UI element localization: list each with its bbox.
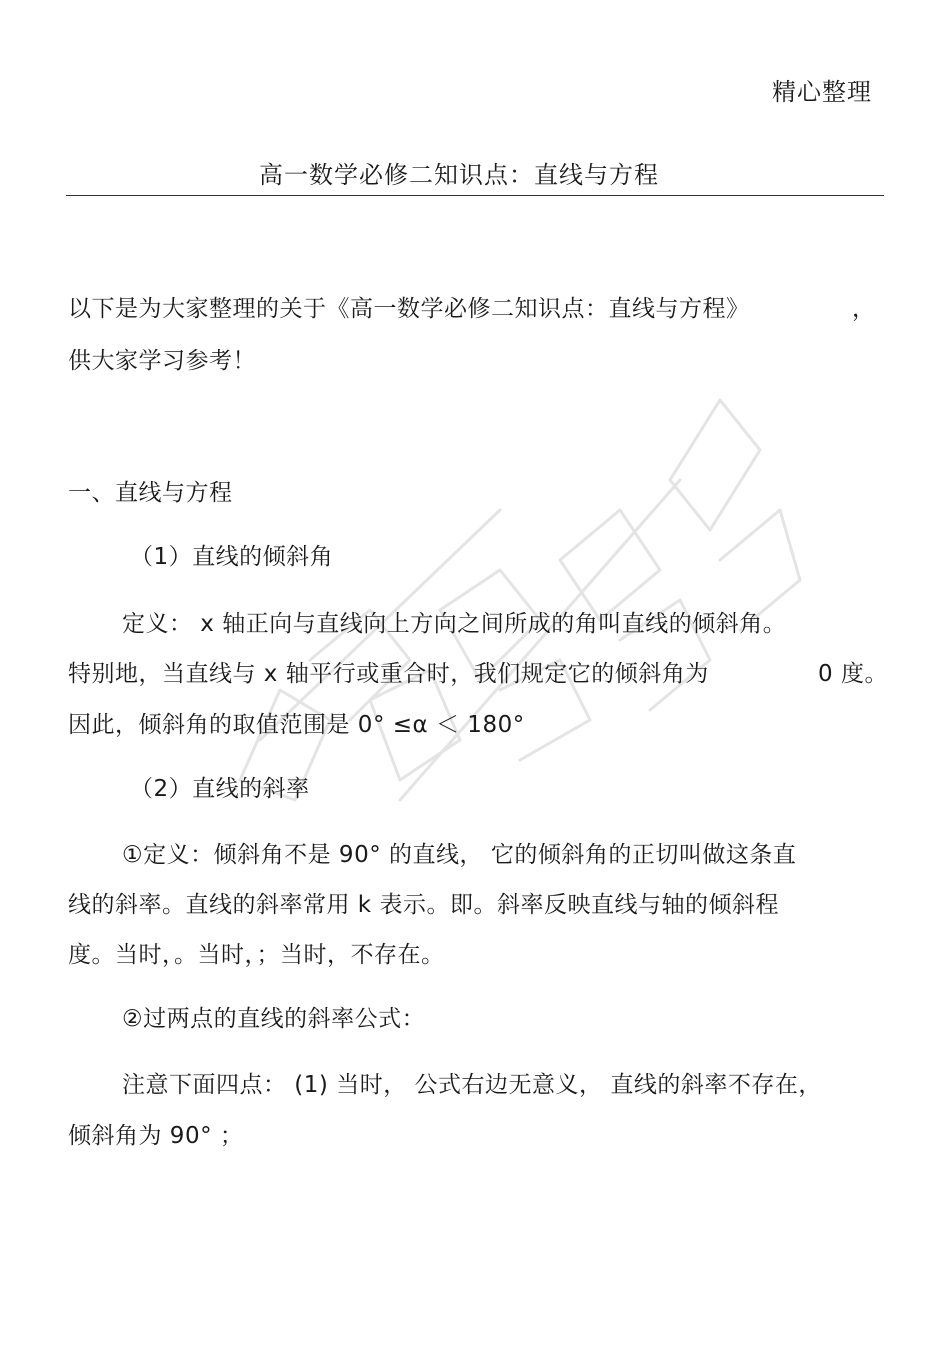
paragraph-notes-2: 倾斜角为 90° ； bbox=[68, 1123, 244, 1149]
intro-line-2: 供大家学习参考！ bbox=[68, 348, 256, 374]
intro-line-1-end: ， bbox=[852, 296, 876, 322]
paragraph-notes-1: 注意下面四点： (1) 当时， 公式右边无意义， 直线的斜率不存在， bbox=[122, 1072, 822, 1098]
intro-line-1: 以下是为大家整理的关于《高一数学必修二知识点：直线与方程》 bbox=[68, 296, 750, 322]
watermark-logo bbox=[200, 360, 820, 840]
paragraph-definition: 定义： x 轴正向与直线向上方向之间所成的角叫直线的倾斜角。 bbox=[122, 611, 787, 637]
paragraph-special-case: 特别地，当直线与 x 轴平行或重合时，我们规定它的倾斜角为 bbox=[68, 661, 709, 687]
paragraph-slope-def-2: 线的斜率。直线的斜率常用 k 表示。即。斜率反映直线与轴的倾斜程 bbox=[68, 892, 779, 918]
paragraph-slope-def-1: ①定义：倾斜角不是 90° 的直线， 它的倾斜角的正切叫做这条直 bbox=[122, 842, 797, 868]
subsection-heading-2: （2）直线的斜率 bbox=[130, 776, 310, 802]
paragraph-range: 因此，倾斜角的取值范围是 0° ≤α ＜ 180° bbox=[68, 712, 525, 738]
page-title: 高一数学必修二知识点：直线与方程 bbox=[259, 161, 659, 189]
section-heading: 一、直线与方程 bbox=[68, 480, 233, 506]
header-note: 精心整理 bbox=[772, 78, 872, 106]
paragraph-slope-def-3: 度。当时，。当时，；当时，不存在。 bbox=[68, 942, 445, 968]
subsection-heading-1: （1）直线的倾斜角 bbox=[130, 544, 334, 570]
title-divider bbox=[66, 195, 884, 196]
paragraph-two-point: ②过两点的直线的斜率公式： bbox=[122, 1006, 426, 1032]
paragraph-special-case-end: 0 度。 bbox=[818, 661, 888, 687]
